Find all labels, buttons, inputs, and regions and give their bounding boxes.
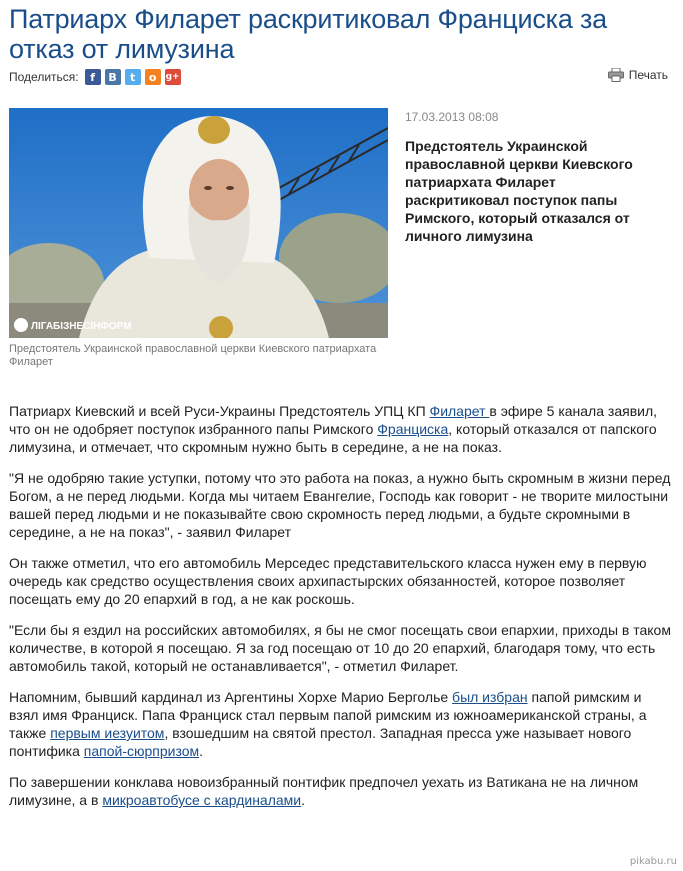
share-label: Поделиться:: [9, 70, 79, 84]
text: в эфире 5 канала заявил, что он не одобряет поступок избранного папы Римского: [9, 403, 658, 437]
text: Напомним, бывший кардинал из Аргентины Хорхе Марио Берголье: [9, 689, 453, 705]
share-bar: [9, 68, 181, 86]
text: .: [301, 792, 306, 808]
text: папой римским и взял имя Франциск. Папа Франциск стал первым папой римским из южноамериканской страны, а также: [9, 689, 647, 741]
photo-logo: ЛІГАБІЗНЕСІНФОРМ: [31, 321, 132, 332]
twitter-icon[interactable]: t: [125, 69, 141, 85]
link-surprise-pope[interactable]: папой-сюрпризом: [83, 743, 200, 759]
print-button[interactable]: [608, 68, 668, 82]
photo-caption: Предстоятель Украинской православной церкви Киевского патриархата Филарет: [9, 343, 377, 368]
text: , взошедшим на святой престол. Западная пресса уже называет нового понтифика: [9, 725, 632, 759]
paragraph-5: [9, 688, 673, 760]
link-first-jesuit[interactable]: первым иезуитом: [50, 725, 165, 741]
link-francis[interactable]: Франциска: [377, 421, 449, 437]
article-date: 17.03.2013 08:08: [405, 110, 499, 124]
text: По завершении конклава новоизбранный понтифик предпочел уехать из Ватикана не на личном лимузине, а в: [9, 774, 639, 808]
text: Патриарх Киевский и всей Руси-Украины Предстоятель УПЦ КП: [9, 403, 430, 419]
printer-icon: [608, 68, 624, 82]
article-photo: [9, 108, 388, 338]
article-title: Патриарх Филарет раскритиковал Франциска за отказ от лимузина: [9, 4, 607, 64]
paragraph-4: "Если бы я ездил на российских автомобилях, я бы не смог посещать свои епархии, приходы в таком количестве, в которой я посещаю. Я за год посещаю от 10 до 20 епархий, благодаря тому, что есть автомобиль такой, который не останавливается", - отметил Филарет.: [9, 622, 671, 674]
article-lead: Предстоятель Украинской православной церкви Киевского патриархата Филарет раскритиковал поступок папы Римского, который отказался от личного лимузина: [405, 138, 633, 244]
text: .: [199, 743, 204, 759]
paragraph-2: "Я не одобряю такие уступки, потому что это работа на показ, а нужно быть скромным в жизни перед Богом, а не перед людьми. Когда мы читаем Евангелие, Господь как говорит - не творите милостыни вашей перед людьми и не показывайте свою скромность перед людьми, а будьте скромными в середине, а не на показ", - заявил Филарет: [9, 470, 671, 540]
paragraph-1: [9, 402, 673, 456]
watermark: pikabu.ru: [629, 856, 677, 867]
link-was-elected[interactable]: был избран: [452, 689, 528, 705]
link-filaret[interactable]: Филарет: [429, 403, 490, 419]
article-body: [9, 402, 673, 822]
facebook-icon[interactable]: f: [85, 69, 101, 85]
text: , который отказался от папского лимузина, и отмечает, что скромным нужно быть в середине, а не на показ.: [9, 421, 657, 455]
print-label: Печать: [628, 68, 668, 82]
link-minibus[interactable]: микроавтобусе с кардиналами: [102, 792, 302, 808]
vkontakte-icon[interactable]: В: [105, 69, 121, 85]
odnoklassniki-icon[interactable]: о: [145, 69, 161, 85]
paragraph-6: [9, 773, 673, 809]
share-icons: [85, 69, 181, 85]
patriarch-photo-image: [9, 108, 388, 338]
paragraph-3: Он также отметил, что его автомобиль Мерседес представительского класса нужен ему в первую очередь как средство осуществления своих архипастырских обязанностей, которое позволяет посещать ему до 20 епархий в год, а не как роскошь.: [9, 555, 647, 607]
googleplus-icon[interactable]: g+: [165, 69, 181, 85]
